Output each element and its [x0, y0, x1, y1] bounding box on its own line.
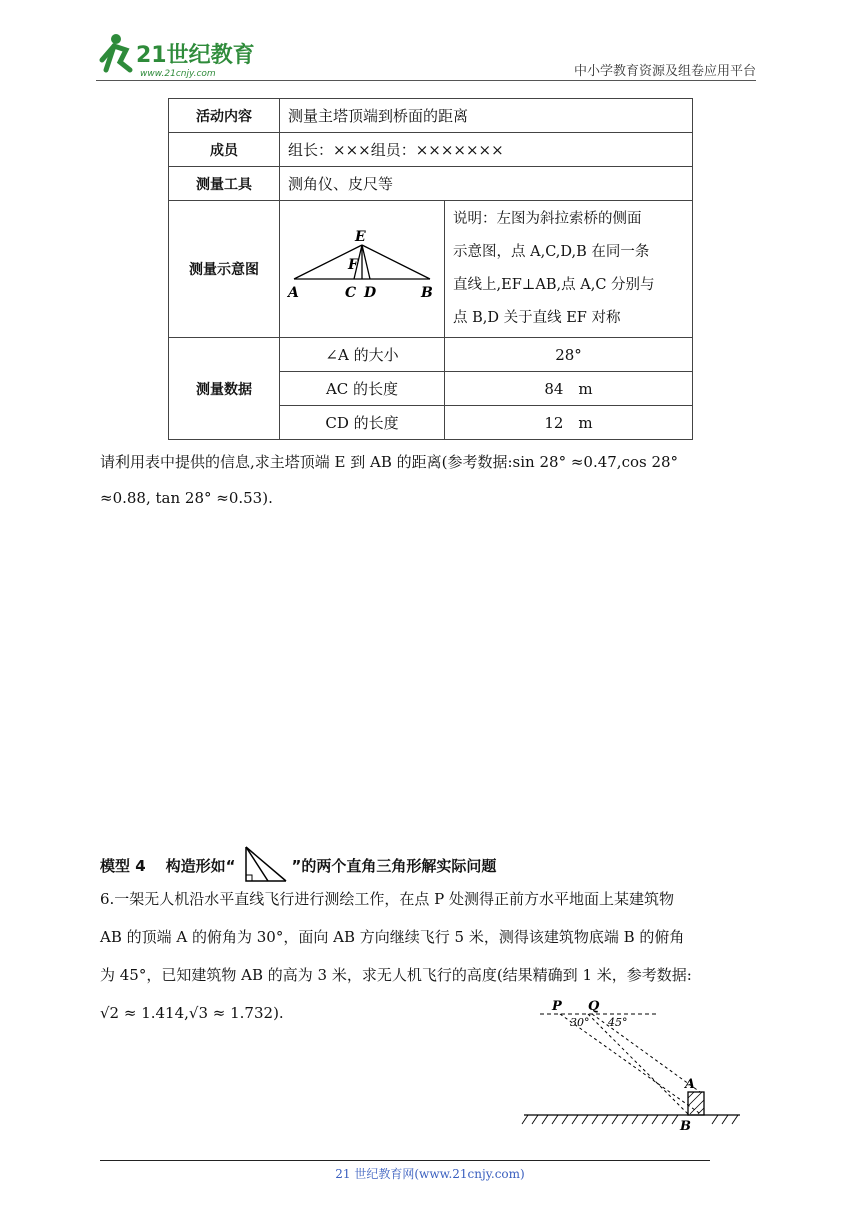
members-label: 成员 [169, 133, 280, 167]
point-C: C [345, 285, 357, 301]
site-logo [96, 30, 266, 82]
runner-icon [102, 34, 130, 70]
table-row [169, 133, 693, 167]
data-value-cell: 84 m [445, 372, 693, 406]
diagram-note [445, 201, 693, 338]
data-value-cell: 28° [445, 338, 693, 372]
question-line: ≈0.88, tan 28° ≈0.53). [100, 489, 273, 507]
diagram-label: 测量示意图 [169, 201, 280, 338]
data-name-cell: AC 的长度 [280, 372, 445, 406]
footer-divider [100, 1160, 710, 1161]
header-divider [96, 80, 756, 81]
point-A: A [288, 285, 299, 301]
members-value: 组长：×××组员：××××××× [280, 133, 693, 167]
right-triangle-icon [238, 845, 290, 885]
footer-text: 21 世纪教育网(www.21cnjy.com) [335, 1167, 525, 1181]
table-row [169, 167, 693, 201]
point-D: D [364, 285, 377, 301]
label-B: B [680, 1119, 691, 1132]
logo-text: 21世纪教育 [136, 43, 255, 68]
question-line: 请利用表中提供的信息,求主塔顶端 E 到 AB 的距离(参考数据:sin 28° ≈0.47,cos 28° [100, 453, 679, 471]
problem-line: 为 45°，已知建筑物 AB 的高为 3 米，求无人机飞行的高度(结果精确到 1 米，参考数据: [100, 966, 692, 984]
model-number: 模型 4 [100, 856, 146, 875]
label-Q: Q [588, 999, 600, 1014]
table-row [169, 99, 693, 133]
problem-line: √2 ≈ 1.414,√3 ≈ 1.732). [100, 1004, 284, 1022]
point-E: E [355, 229, 366, 245]
activity-value: 测量主塔顶端到桥面的距离 [280, 99, 693, 133]
problem-line: AB 的顶端 A 的俯角为 30°，面向 AB 方向继续飞行 5 米，测得该建筑物底端 B 的俯角 [100, 928, 685, 946]
data-label: 测量数据 [169, 338, 280, 440]
data-name-cell: CD 的长度 [280, 406, 445, 440]
label-A: A [685, 1077, 696, 1092]
data-name-cell: ∠A 的大小 [280, 338, 445, 372]
table-row [169, 338, 693, 372]
model-title-after: ”的两个直角三角形解实际问题 [291, 856, 497, 875]
table-row [169, 201, 693, 338]
point-B: B [421, 285, 433, 301]
note-line: 点 B,D 关于直线 EF 对称 [453, 310, 621, 326]
note-line: 示意图，点 A,C,D,B 在同一条 [453, 244, 650, 260]
diagram-cell [280, 201, 445, 338]
data-value-cell: 12 m [445, 406, 693, 440]
platform-name: 中小学教育资源及组卷应用平台 [573, 64, 756, 79]
note-line: 说明：左图为斜拉索桥的侧面 [453, 211, 642, 227]
tools-label: 测量工具 [169, 167, 280, 201]
activity-label: 活动内容 [169, 99, 280, 133]
bridge-diagram [280, 201, 444, 337]
model-heading [100, 845, 496, 885]
logo-url: www.21cnjy.com [140, 69, 216, 79]
problem-line: 6.一架无人机沿水平直线飞行进行测绘工作，在点 P 处测得正前方水平地面上某建筑物 [100, 890, 674, 908]
model-title-before: 构造形如“ [165, 856, 236, 875]
label-P: P [552, 999, 562, 1014]
point-F: F [348, 257, 358, 273]
question-text [100, 444, 760, 516]
angle-30: 30° [570, 1016, 590, 1029]
drone-figure [520, 992, 745, 1132]
tools-value: 测角仪、皮尺等 [280, 167, 693, 201]
activity-table [168, 98, 693, 440]
note-line: 直线上,EF⊥AB,点 A,C 分别与 [453, 277, 655, 293]
angle-45: 45° [608, 1016, 628, 1029]
